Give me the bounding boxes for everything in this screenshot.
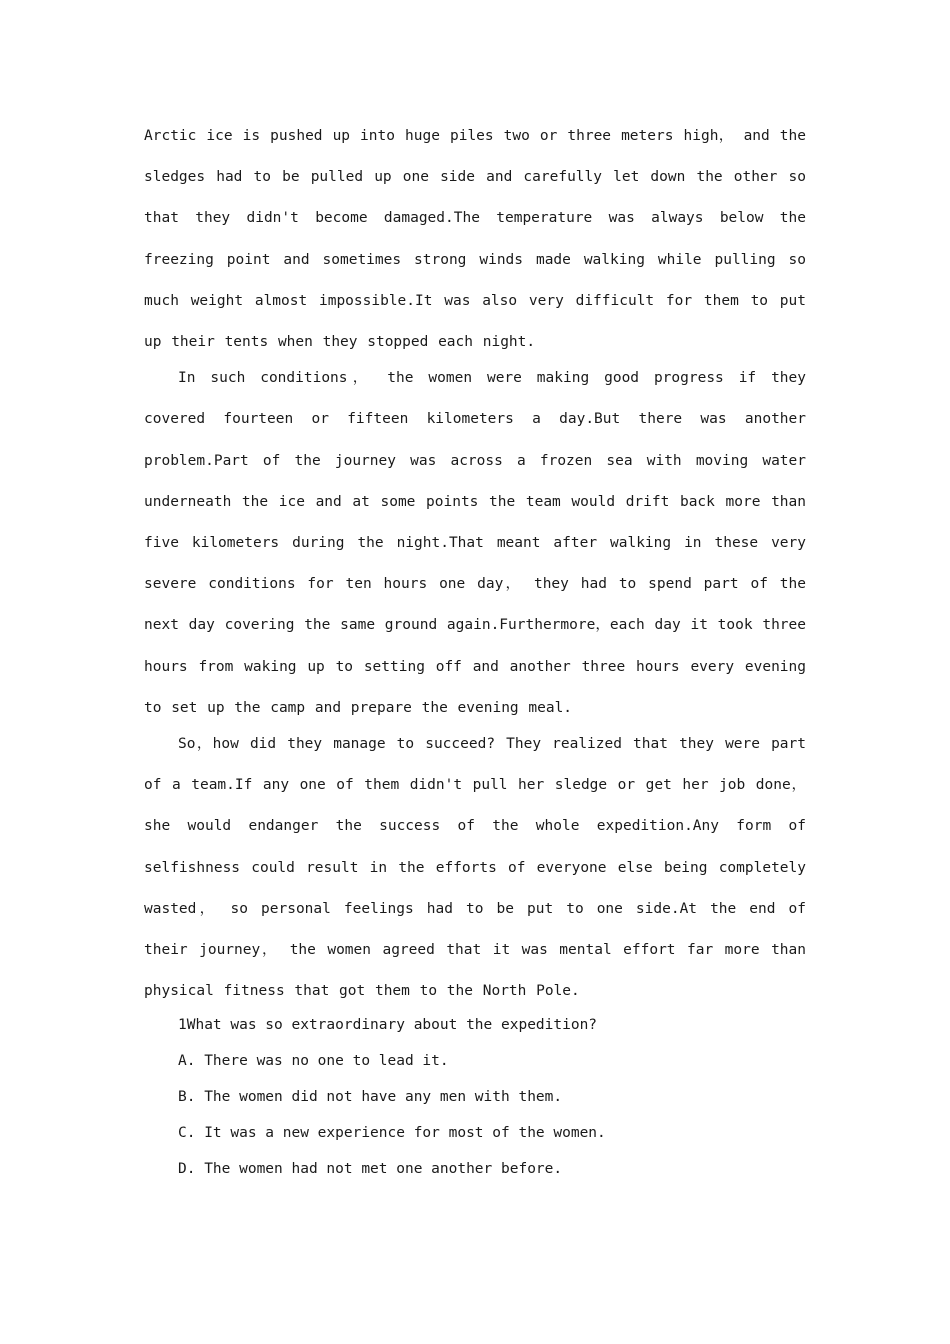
paragraph-1: Arctic ice is pushed up into huge piles two or three meters high， and the sledges had to be pulled up one side and carefully let down the other so that they didn't become damaged.The temperature was always below the freezing point and sometimes strong winds made walking while pulling so much weight almost impossible.It was also very difficult for them to put up their tents when they stopped each night. [144,128,806,351]
paragraph-3: So，how did they manage to succeed? They realized that they were part of a team.If any one of them didn't pull her sledge or get her job done， she would endanger the success of the whole expedition.Any form of selfishness could result in the efforts of everyone else being completely wasted， so personal feelings had to be put to one side.At the end of their journey， the women agreed that it was mental effort far more than physical fitness that got them to the North Pole. [144,736,806,1000]
question-block [144,1007,806,1187]
question-stem: 1What was so extraordinary about the expedition? [178,1017,598,1034]
option-d: D. The women had not met one another before. [178,1161,563,1178]
paragraph-2: In such conditions， the women were making good progress if they covered fourteen or fifteen kilometers a day.But there was another problem.Part of the journey was across a frozen sea with moving water underneath the ice and at some points the team would drift back more than five kilometers during the night.That meant after walking in these very severe conditions for ten hours one day， they had to spend part of the next day covering the same ground again.Furthermore，each day it took three hours from waking up to setting off and another three hours every evening to set up the camp and prepare the evening meal. [144,370,806,716]
document-body [144,116,806,1187]
option-c: C. It was a new experience for most of the women. [178,1125,606,1142]
option-b: B. The women did not have any men with them. [178,1089,563,1106]
option-a: A. There was no one to lead it. [178,1053,449,1070]
